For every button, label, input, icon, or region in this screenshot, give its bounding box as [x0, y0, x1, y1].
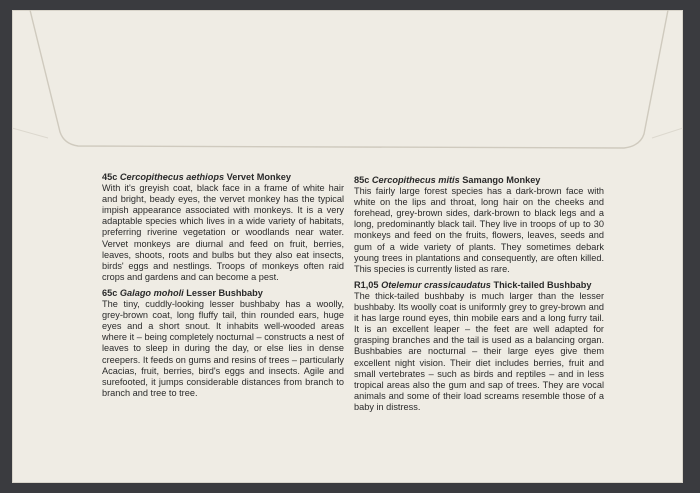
- entry-samango-monkey: [354, 175, 604, 275]
- common-name: Thick-tailed Bushbaby: [493, 279, 592, 290]
- entry-description: The tiny, cuddly-looking lesser bushbaby has a woolly, grey-brown coat, long fluffy tail, thin rounded ears, huge eyes and a short snout. It inhabits well-wooded areas where it – being completely nocturnal – constructs a nest of leaves to sleep in during the day, or else lies in dense creepers. It feeds on gums and resins of trees – particularly Acacias, fruit, berries, bird's eggs and insects. Agile and surefooted, it jumps considerable distances from branch to branch and tree to tree.: [102, 299, 344, 398]
- entry-vervet-monkey: [102, 172, 344, 283]
- latin-name: Otelemur crassicaudatus: [381, 279, 491, 290]
- stamp-value: 85c: [354, 175, 370, 185]
- stamp-value: R1,05: [354, 279, 379, 290]
- entry-heading: [354, 280, 604, 291]
- left-column: [102, 172, 344, 404]
- latin-name: Galago moholi: [119, 287, 184, 298]
- common-name: Lesser Bushbaby: [186, 287, 263, 298]
- entry-description: This fairly large forest species has a dark-brown face with white on the lips and throat, long hair on the cheeks and forehead, grey-brown sides, dark-brown to black legs and a long, predominantly black tail. They live in troops of up to 30 monkeys and feed on the fruits, flowers, leaves, seeds and gum of a wide variety of plants. They sometimes debark young trees in plantations and consequently, are often killed. This species is currently listed as rare.: [354, 186, 604, 274]
- entry-heading: [102, 172, 344, 183]
- entry-thick-tailed-bushbaby: [354, 280, 604, 413]
- common-name: Samango Monkey: [462, 175, 541, 185]
- entry-heading: [102, 288, 344, 299]
- right-column: [354, 175, 604, 418]
- latin-name: Cercopithecus mitis: [371, 175, 460, 185]
- common-name: Vervet Monkey: [226, 172, 291, 182]
- stamp-value: 65c: [102, 287, 118, 298]
- latin-name: Cercopithecus aethiops: [119, 172, 225, 182]
- stamp-value: 45c: [102, 172, 118, 182]
- entry-lesser-bushbaby: [102, 288, 344, 399]
- entry-description: The thick-tailed bushbaby is much larger than the lesser bushbaby. Its woolly coat is uniformly grey to grey-brown and it has large round eyes, thin mobile ears and a long furry tail. It is an excellent leaper – the feet are well adapted for grasping branches and the tail is used as a balancing organ. Bushbabies are nocturnal – their large eyes give them excellent night vision. Their diet includes berries, fruit and small vertebrates – such as birds and reptiles – and in less tropical areas also the gum and sap of trees. They are vocal animals and some of their load screams resemble those of a baby in distress.: [354, 290, 604, 412]
- envelope-back: [12, 10, 683, 483]
- entry-heading: [354, 175, 604, 186]
- entry-description: With it's greyish coat, black face in a frame of white hair and bright, beady eyes, the vervet monkey has the typical impish appearance associated with monkeys. It is a very adaptable species which lives in a wide variety of habitats, preferring riverine vegetation or woodlands near water. Vervet monkeys are diurnal and feed on fruit, berries, leaves, shoots, roots and bulbs but they also eat insects, birds' eggs and nestlings. Troops of monkeys often raid crops and gardens and can become a pest.: [102, 183, 344, 282]
